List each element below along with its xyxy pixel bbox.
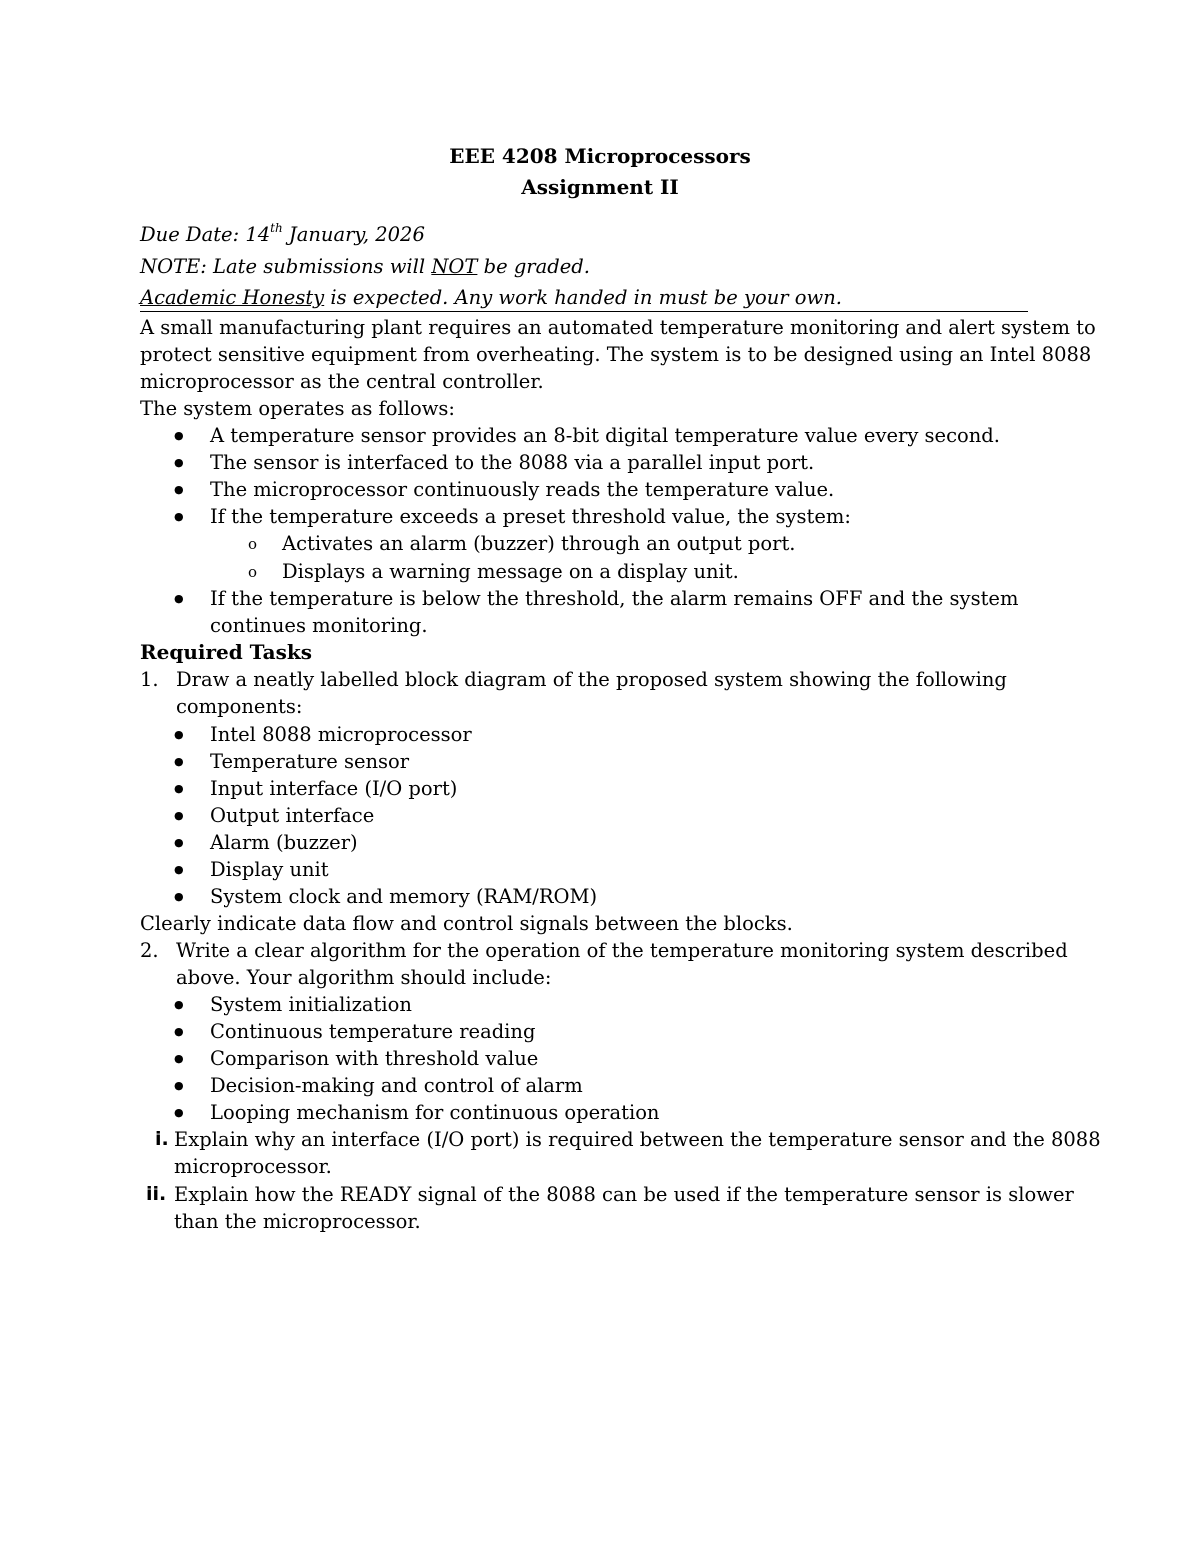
bullet-icon: ● (174, 755, 184, 768)
algorithm-item: Continuous temperature reading (210, 1020, 536, 1043)
operation-item: If the temperature exceeds a preset threshold value, the system: (210, 505, 851, 528)
question-text: microprocessor. (174, 1155, 332, 1178)
bullet-icon: ● (174, 1079, 184, 1092)
bullet-icon: ● (174, 1106, 184, 1119)
component-item: Alarm (buzzer) (210, 831, 358, 854)
bullet-icon: ● (174, 456, 184, 469)
question-text: than the microprocessor. (174, 1210, 421, 1233)
late-note: NOTE: Late submissions will NOT be graded. (140, 255, 590, 278)
component-item: Output interface (210, 804, 375, 827)
due-date: Due Date: 14th January, 2026 (140, 220, 425, 246)
bullet-icon: ● (174, 863, 184, 876)
circle-bullet-icon: o (248, 563, 258, 581)
operation-item: A temperature sensor provides an 8-bit digital temperature value every second. (210, 424, 1000, 447)
intro-line: microprocessor as the central controller. (140, 370, 544, 393)
bullet-icon: ● (174, 998, 184, 1011)
roman-numeral: i. (155, 1128, 169, 1150)
algorithm-item: Comparison with threshold value (210, 1047, 539, 1070)
operation-item-cont: continues monitoring. (210, 614, 428, 637)
algorithm-item: System initialization (210, 993, 412, 1016)
flow-note: Clearly indicate data flow and control signals between the blocks. (140, 912, 793, 935)
task-number: 1. (140, 668, 159, 691)
question-text: Explain why an interface (I/O port) is required between the temperature sensor and the 8088 (174, 1128, 1101, 1151)
question-text: Explain how the READY signal of the 8088 can be used if the temperature sensor is slower (174, 1183, 1074, 1206)
task-text: above. Your algorithm should include: (176, 966, 552, 989)
bullet-icon: ● (174, 890, 184, 903)
honesty-note: Academic Honesty is expected. Any work handed in must be your own. (140, 286, 842, 309)
roman-numeral: ii. (146, 1183, 167, 1205)
task-number: 2. (140, 939, 159, 962)
bullet-icon: ● (174, 836, 184, 849)
course-title: EEE 4208 Microprocessors (449, 144, 751, 168)
tasks-heading: Required Tasks (140, 640, 312, 664)
section-divider (140, 311, 1028, 312)
task-text: components: (176, 695, 303, 718)
bullet-icon: ● (174, 592, 184, 605)
component-item: System clock and memory (RAM/ROM) (210, 885, 598, 908)
operation-subitem: Displays a warning message on a display unit. (282, 560, 739, 583)
bullet-icon: ● (174, 1025, 184, 1038)
bullet-icon: ● (174, 809, 184, 822)
bullet-icon: ● (174, 510, 184, 523)
algorithm-item: Looping mechanism for continuous operation (210, 1101, 660, 1124)
operation-item: The sensor is interfaced to the 8088 via a parallel input port. (210, 451, 815, 474)
circle-bullet-icon: o (248, 535, 258, 553)
component-item: Display unit (210, 858, 329, 881)
bullet-icon: ● (174, 1052, 184, 1065)
task-text: Write a clear algorithm for the operation of the temperature monitoring system described (176, 939, 1068, 962)
component-item: Input interface (I/O port) (210, 777, 458, 800)
bullet-icon: ● (174, 429, 184, 442)
operation-subitem: Activates an alarm (buzzer) through an output port. (282, 532, 796, 555)
operation-item: The microprocessor continuously reads the temperature value. (210, 478, 835, 501)
algorithm-item: Decision-making and control of alarm (210, 1074, 583, 1097)
intro-line: protect sensitive equipment from overheating. The system is to be designed using an Intel 8088 (140, 343, 1092, 366)
operation-item: If the temperature is below the threshold, the alarm remains OFF and the system (210, 587, 1019, 610)
intro-line: A small manufacturing plant requires an automated temperature monitoring and alert system to (140, 316, 1096, 339)
bullet-icon: ● (174, 782, 184, 795)
assignment-title: Assignment II (521, 175, 679, 199)
bullet-icon: ● (174, 483, 184, 496)
bullet-icon: ● (174, 728, 184, 741)
intro-line: The system operates as follows: (140, 397, 455, 420)
component-item: Temperature sensor (210, 750, 410, 773)
component-item: Intel 8088 microprocessor (210, 723, 472, 746)
task-text: Draw a neatly labelled block diagram of the proposed system showing the following (176, 668, 1007, 691)
